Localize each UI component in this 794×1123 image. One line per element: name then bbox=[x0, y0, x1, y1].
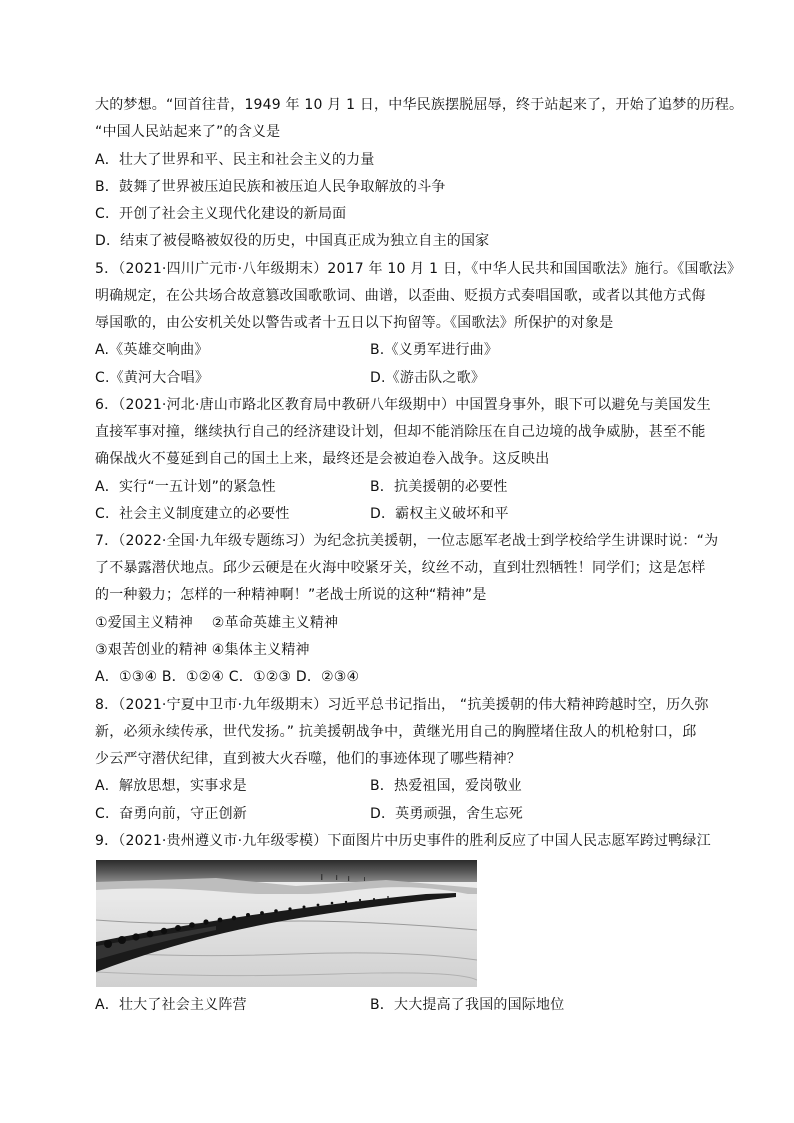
q8-stem-line2: 新，必须永续传承，世代发扬。” 抗美援朝战争中，黄继光用自己的胸膛堵住敌人的机枪射口，邱 bbox=[95, 724, 697, 740]
q9-stem-line1: 9．（2021·贵州遵义市·九年级零模）下面图片中历史事件的胜利反应了中国人民志愿军跨过鸭绿江 bbox=[95, 833, 711, 849]
q4-stem-line2: “中国人民站起来了”的含义是 bbox=[95, 124, 281, 140]
q8-option-a: A．解放思想，实事求是 bbox=[95, 778, 247, 794]
q6-stem-line3: 确保战火不蔓延到自己的国土上来，最终还是会被迫卷入战争。这反映出 bbox=[95, 451, 550, 467]
q4-option-b: B．鼓舞了世界被压迫民族和被压迫人民争取解放的斗争 bbox=[95, 179, 446, 195]
q7-stem-line3: 的一种毅力；怎样的一种精神啊！”老战士所说的这种“精神”是 bbox=[95, 587, 487, 603]
q5-option-d: D.《游击队之歌》 bbox=[370, 370, 486, 386]
q5-stem-line2: 明确规定，在公共场合故意篡改国歌歌词、曲谱，以歪曲、贬损方式奏唱国歌，或者以其他方式侮 bbox=[95, 288, 706, 304]
q8-option-b: B．热爱祖国，爱岗敬业 bbox=[370, 778, 522, 794]
q9-option-b: B．大大提高了我国的国际地位 bbox=[370, 997, 565, 1013]
q5-option-b: B.《义勇军进行曲》 bbox=[370, 342, 499, 358]
q6-option-d: D．霸权主义破坏和平 bbox=[370, 506, 509, 522]
q6-option-b: B．抗美援朝的必要性 bbox=[370, 479, 508, 495]
q8-option-c: C．奋勇向前，守正创新 bbox=[95, 806, 247, 822]
q6-stem-line2: 直接军事对撞，继续执行自己的经济建设计划，但却不能消除压在自己边境的战争威胁，甚至不能 bbox=[95, 424, 706, 440]
q9-option-a: A．壮大了社会主义阵营 bbox=[95, 997, 247, 1013]
q5-option-a: A.《英雄交响曲》 bbox=[95, 342, 209, 358]
q5-stem-line3: 辱国歌的，由公安机关处以警告或者十五日以下拘留等。《国歌法》所保护的对象是 bbox=[95, 315, 614, 331]
q6-option-a: A．实行“一五计划”的紧急性 bbox=[95, 479, 276, 495]
yalu-river-crossing-photo bbox=[96, 860, 477, 987]
q8-option-d: D．英勇顽强，舍生忘死 bbox=[370, 806, 523, 822]
q8-stem-line1: 8．（2021·宁夏中卫市·九年级期末）习近平总书记指出， “抗美援朝的伟大精神跨越时空，历久弥 bbox=[95, 697, 709, 713]
q7-stem-line2: 了不暴露潜伏地点。邱少云硬是在火海中咬紧牙关，纹丝不动，直到壮烈牺牲！同学们；这是怎样 bbox=[95, 560, 706, 576]
q5-stem-line1: 5．（2021·四川广元市·八年级期末）2017 年 10 月 1 日，《中华人民共和国国歌法》施行。《国歌法》 bbox=[95, 261, 742, 277]
q4-option-a: A．壮大了世界和平、民主和社会主义的力量 bbox=[95, 152, 375, 168]
q4-option-c: C．开创了社会主义现代化建设的新局面 bbox=[95, 206, 347, 222]
q6-option-c: C．社会主义制度建立的必要性 bbox=[95, 506, 290, 522]
q6-stem-line1: 6．（2021·河北·唐山市路北区教育局中教研八年级期中）中国置身事外，眼下可以避免与美国发生 bbox=[95, 397, 711, 413]
q7-items-line1: ①爱国主义精神 ②革命英雄主义精神 bbox=[95, 615, 339, 631]
q7-stem-line1: 7．（2022·全国·九年级专题练习）为纪念抗美援朝，一位志愿军老战士到学校给学生讲课时说：“为 bbox=[95, 533, 719, 549]
q7-options: A．①③④ B．①②④ C．①②③ D．②③④ bbox=[95, 669, 360, 685]
q7-items-line2: ③艰苦创业的精神 ④集体主义精神 bbox=[95, 642, 310, 658]
q5-option-c: C.《黄河大合唱》 bbox=[95, 370, 210, 386]
q8-stem-line3: 少云严守潜伏纪律，直到被大火吞噬，他们的事迹体现了哪些精神？ bbox=[95, 751, 521, 767]
q4-stem-line1: 大的梦想。“回首往昔，1949 年 10 月 1 日，中华民族摆脱屈辱，终于站起来了，开始了追梦的历程。 bbox=[95, 97, 744, 113]
q4-option-d: D．结束了被侵略被奴役的历史，中国真正成为独立自主的国家 bbox=[95, 233, 490, 249]
